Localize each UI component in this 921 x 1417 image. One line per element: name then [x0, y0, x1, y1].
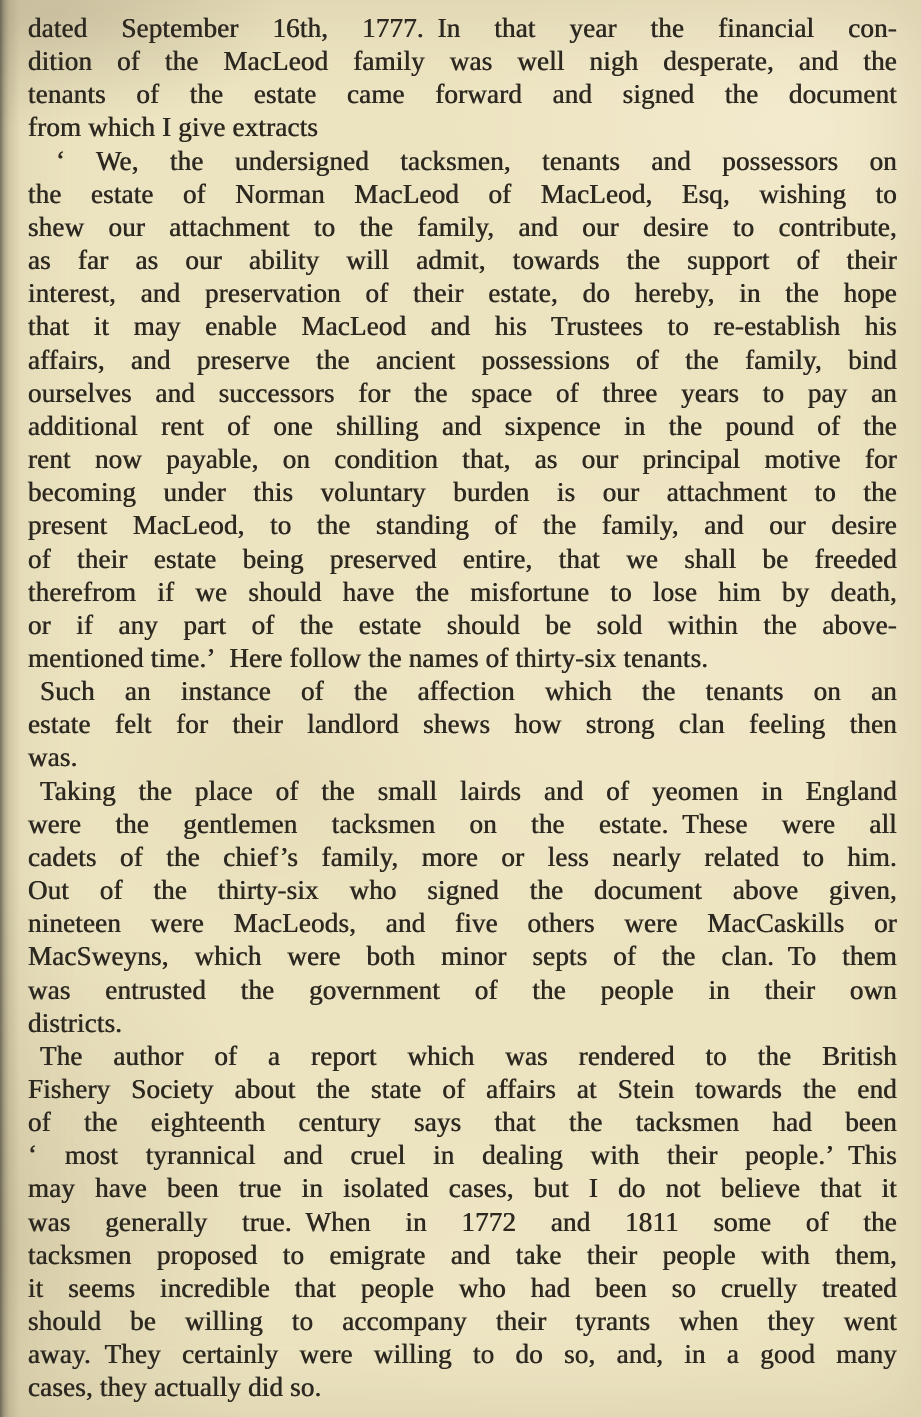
text-line: ourselves and successors for the space of three years to pay an [28, 377, 897, 408]
text-line: were the gentlemen tacksmen on the estate. These were all [28, 808, 897, 839]
text-line: Such an instance of the affection which the tenants on an [40, 676, 897, 707]
text-line: additional rent of one shilling and sixpence in the pound of the [28, 410, 897, 441]
paragraph [28, 12, 897, 145]
text-line: therefrom if we should have the misfortune to lose him by death, [28, 576, 897, 607]
text-line: was entrusted the government of the people in their own [28, 974, 897, 1005]
text-line: cases, they actually did so. [28, 1372, 322, 1403]
paragraph [28, 775, 897, 1040]
paragraph [28, 1040, 897, 1405]
text-line: tacksmen proposed to emigrate and take their people with them, [28, 1239, 897, 1270]
text-line: the estate of Norman MacLeod of MacLeod, Esq, wishing to [28, 178, 897, 209]
text-line: rent now payable, on condition that, as our principal motive for [28, 444, 897, 475]
text-line: was. [28, 742, 78, 773]
text-line: ‘ most tyrannical and cruel in dealing with their people.’ This [28, 1140, 897, 1171]
text-line: dition of the MacLeod family was well nigh desperate, and the [28, 46, 897, 77]
text-line: Fishery Society about the state of affairs at Stein towards the end [28, 1074, 897, 1104]
text-line: away. They certainly were willing to do so, and, in a good many [28, 1339, 897, 1370]
paragraph [28, 675, 897, 774]
text-line: shew our attachment to the family, and our desire to contribute, [28, 211, 897, 242]
text-line: affairs, and preserve the ancient possessions of the family, bind [28, 344, 897, 375]
text-line: Taking the place of the small lairds and of yeomen in England [40, 775, 897, 806]
text-line: that it may enable MacLeod and his Trustees to re-establish his [28, 311, 897, 342]
text-line: may have been true in isolated cases, but I do not believe that it [28, 1173, 897, 1204]
paragraph [28, 145, 897, 676]
text-line: was generally true. When in 1772 and 1811 some of the [28, 1206, 897, 1237]
text-line: mentioned time.’ Here follow the names of thirty-six tenants. [28, 642, 709, 673]
text-line: interest, and preservation of their estate, do hereby, in the hope [28, 278, 897, 309]
text-line: of their estate being preserved entire, that we shall be freeded [28, 543, 897, 574]
text-line: estate felt for their landlord shews how strong clan feeling then [28, 709, 897, 740]
text-line: Out of the thirty-six who signed the document above given, [28, 875, 897, 906]
text-line: nineteen were MacLeods, and five others were MacCaskills or [28, 908, 897, 939]
text-line: The author of a report which was rendered to the British [40, 1040, 897, 1071]
text-line: from which I give extracts [28, 112, 319, 143]
text-line: tenants of the estate came forward and signed the document [28, 79, 897, 110]
text-line: present MacLeod, to the standing of the family, and our desire [28, 510, 897, 541]
text-line: MacSweyns, which were both minor septs of the clan. To them [28, 941, 897, 972]
text-line: cadets of the chief’s family, more or less nearly related to him. [28, 841, 897, 872]
text-line: of the eighteenth century says that the tacksmen had been [28, 1107, 897, 1138]
text-line: should be willing to accompany their tyrants when they went [28, 1306, 897, 1337]
text-line: becoming under this voluntary burden is our attachment to the [28, 477, 897, 508]
text-line: dated September 16th, 1777. In that year the financial con- [28, 13, 897, 43]
text-line: ‘ We, the undersigned tacksmen, tenants and possessors on [56, 145, 897, 176]
text-line: or if any part of the estate should be sold within the above- [28, 609, 897, 640]
text-line: as far as our ability will admit, towards the support of their [28, 245, 897, 276]
text-line: it seems incredible that people who had been so cruelly treated [28, 1272, 897, 1303]
text-line: districts. [28, 1007, 123, 1038]
